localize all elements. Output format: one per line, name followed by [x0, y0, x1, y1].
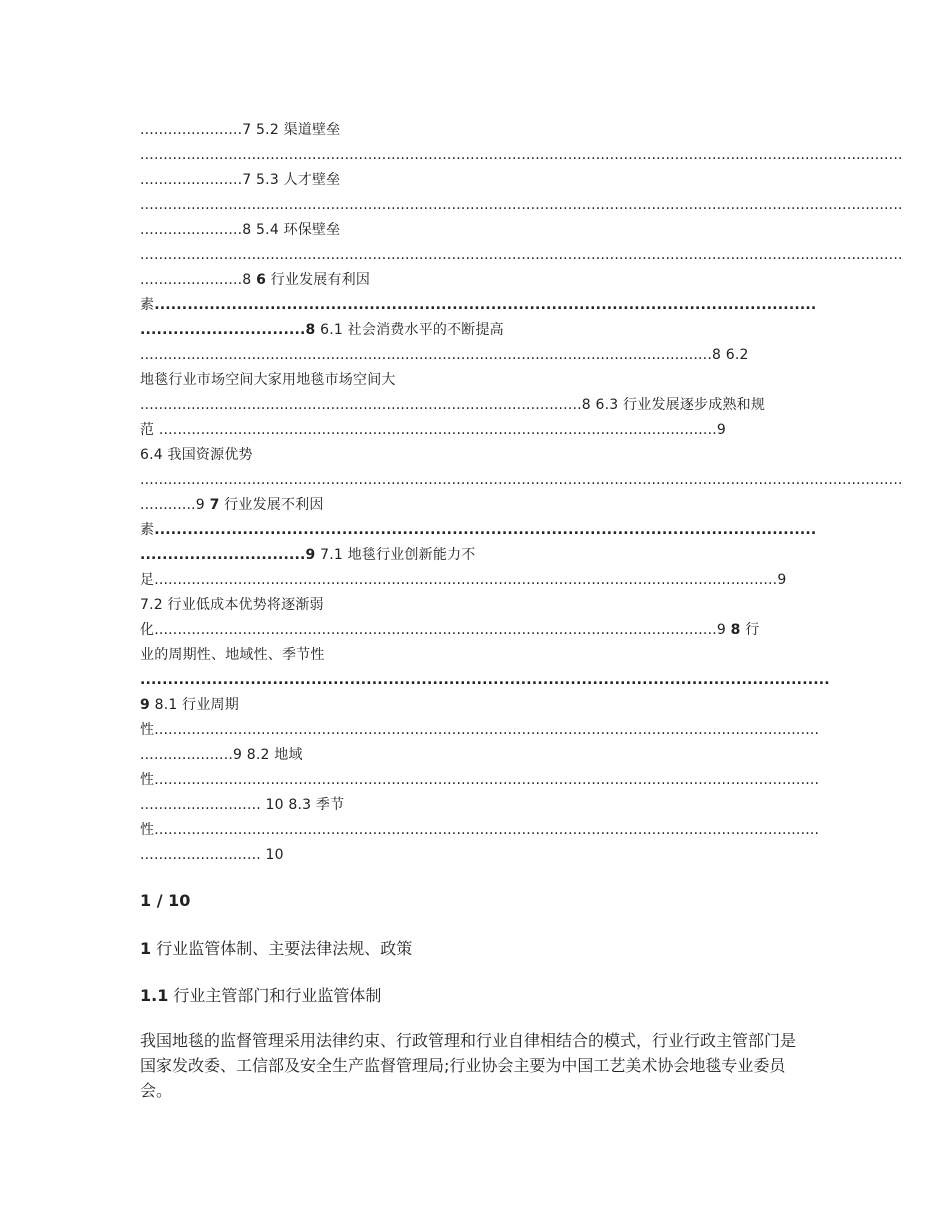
- section-heading-1: [140, 936, 412, 959]
- toc-line: [140, 368, 810, 393]
- toc-line: [140, 843, 810, 868]
- toc-line: [140, 568, 810, 593]
- toc-text: 8: [730, 622, 741, 638]
- toc-text: ....................................................................................................................................................................: [140, 247, 903, 263]
- toc-text: ......................8: [140, 272, 257, 288]
- toc-text: ...........................................................................................................................8 6.2: [140, 347, 749, 363]
- toc-text: ........................................................................................................................: [154, 297, 817, 313]
- toc-line: [140, 343, 810, 368]
- toc-text: 性...............................................................................................................................................: [140, 722, 820, 738]
- toc-line: [140, 293, 817, 318]
- toc-line: [140, 518, 817, 543]
- subsection-title: 行业主管部门和行业监管体制: [168, 986, 382, 1005]
- toc-line: [140, 593, 810, 618]
- toc-text: 业的周期性、地域性、季节性: [140, 647, 325, 663]
- page-number: 1 / 10: [140, 891, 191, 910]
- toc-line: [140, 718, 820, 743]
- toc-text: 地毯行业市场空间大家用地毯市场空间大: [140, 372, 396, 388]
- toc-text: 范 ........................................................................................................................9: [140, 422, 726, 438]
- toc-line: [140, 668, 830, 693]
- toc-line: [140, 768, 820, 793]
- toc-text: 化.........................................................................................................................9: [140, 622, 731, 638]
- toc-text: ......................8 5.4 环保壁垒: [140, 222, 341, 238]
- toc-line: [140, 468, 903, 493]
- toc-line: [140, 393, 810, 418]
- toc-line: [140, 168, 810, 193]
- toc-text: .......................... 10: [140, 847, 284, 863]
- toc-line: [140, 118, 810, 143]
- toc-text: ............9: [140, 497, 210, 513]
- toc-text: ....................9 8.2 地域: [140, 747, 303, 763]
- table-of-contents: [140, 118, 903, 868]
- toc-line: [140, 218, 810, 243]
- toc-text: ..............................8: [140, 322, 316, 338]
- toc-line: [140, 793, 810, 818]
- section-title: 行业监管体制、主要法律法规、政策: [151, 939, 413, 958]
- toc-text: ....................................................................................................................................................................: [140, 472, 903, 488]
- toc-text: ....................................................................................................................................................................: [140, 147, 903, 163]
- toc-text: ......................7 5.3 人才壁垒: [140, 172, 341, 188]
- toc-text: 素: [140, 522, 155, 538]
- toc-line: [140, 443, 810, 468]
- toc-text: 6: [256, 272, 267, 288]
- toc-text: 8.1 行业周期: [149, 697, 239, 713]
- toc-line: [140, 543, 810, 568]
- section-heading-1-1: [140, 983, 381, 1006]
- toc-line: [140, 493, 810, 518]
- toc-line: [140, 618, 810, 643]
- toc-text: ..............................9: [140, 547, 316, 563]
- toc-text: 7: [209, 497, 220, 513]
- toc-text: ......................7 5.2 渠道壁垒: [140, 122, 341, 138]
- toc-text: 6.1 社会消费水平的不断提高: [315, 322, 504, 338]
- toc-text: .............................................................................................................................: [140, 672, 830, 688]
- toc-text: ...............................................................................................8 6.3 行业发展逐步成熟和规: [140, 397, 766, 413]
- toc-line: [140, 143, 903, 168]
- toc-line: [140, 693, 810, 718]
- subsection-number: 1.1: [140, 986, 169, 1005]
- toc-text: ....................................................................................................................................................................: [140, 197, 903, 213]
- toc-text: 性...............................................................................................................................................: [140, 772, 820, 788]
- section-number: 1: [140, 939, 152, 958]
- toc-text: 6.4 我国资源优势: [140, 447, 253, 463]
- toc-text: ........................................................................................................................: [154, 522, 817, 538]
- toc-text: 素: [140, 297, 155, 313]
- toc-line: [140, 318, 810, 343]
- body-paragraph: 我国地毯的监督管理采用法律约束、行政管理和行业自律相结合的模式，行业行政主管部门是国家发改委、工信部及安全生产监督管理局;行业协会主要为中国工艺美术协会地毯专业委员会。: [140, 1031, 797, 1100]
- toc-text: .......................... 10 8.3 季节: [140, 797, 345, 813]
- toc-line: [140, 268, 810, 293]
- toc-text: 行业发展不利因: [219, 497, 324, 513]
- toc-line: [140, 643, 810, 668]
- toc-line: [140, 818, 820, 843]
- toc-text: 行业发展有利因: [266, 272, 371, 288]
- toc-line: [140, 243, 903, 268]
- toc-line: [140, 743, 810, 768]
- toc-text: 9: [140, 697, 150, 713]
- toc-text: 7.2 行业低成本优势将逐渐弱: [140, 597, 324, 613]
- toc-text: 行: [740, 622, 760, 638]
- toc-text: 性...............................................................................................................................................: [140, 822, 820, 838]
- toc-text: 足......................................................................................................................................9: [140, 572, 787, 588]
- toc-text: 7.1 地毯行业创新能力不: [315, 547, 476, 563]
- toc-line: [140, 418, 810, 443]
- toc-line: [140, 193, 903, 218]
